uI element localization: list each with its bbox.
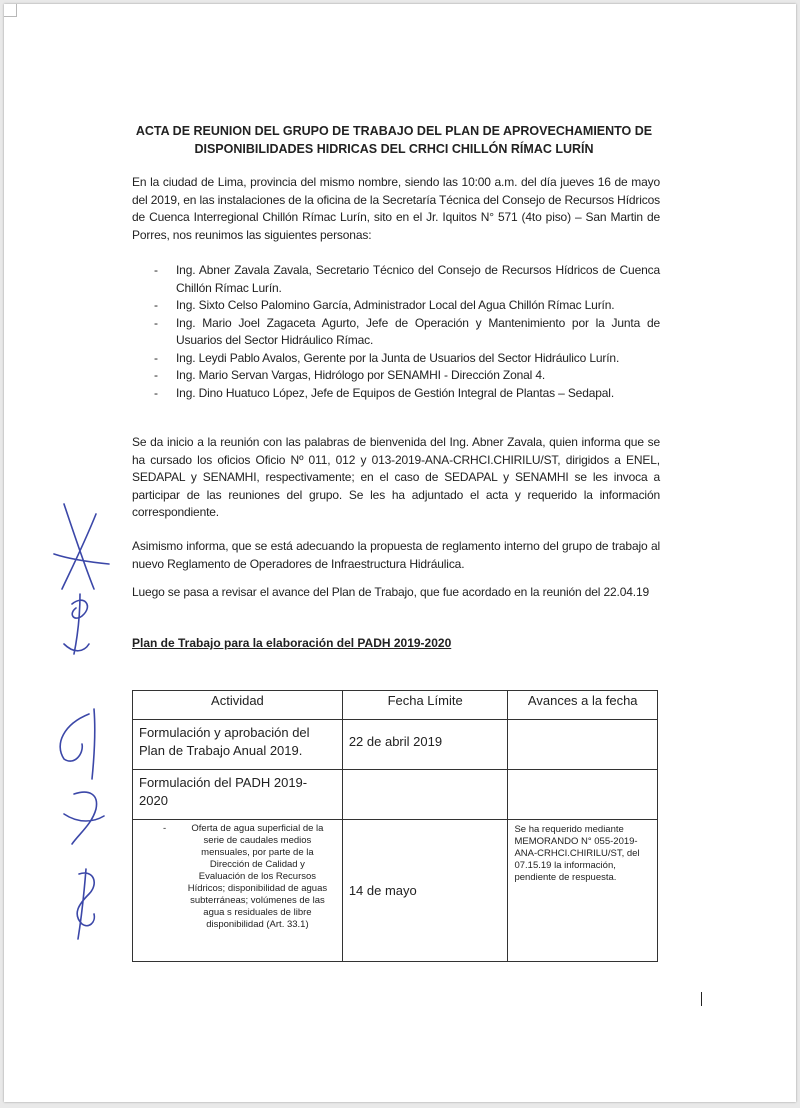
header-fecha: Fecha Límite [342, 691, 508, 720]
title-line-1: ACTA DE REUNION DEL GRUPO DE TRABAJO DEL PLAN DE APROVECHAMIENTO DE [135, 124, 653, 138]
header-avances: Avances a la fecha [508, 691, 658, 720]
list-dash: - [163, 823, 167, 834]
table-row [133, 820, 658, 962]
review-paragraph: Luego se pasa a revisar el avance del Plan de Trabajo, que fue acordado en la reunión del 22.04.19 [132, 585, 650, 599]
table-header-row [133, 691, 658, 720]
plan-heading: Plan de Trabajo para la elaboración del PADH 2019-2020 [132, 636, 452, 650]
handwritten-initials [34, 494, 124, 954]
cell-actividad: Formulación del PADH 2019-2020 [133, 770, 343, 820]
cell-actividad: Formulación y aprobación del Plan de Trabajo Anual 2019. [133, 720, 343, 770]
document-page [4, 4, 796, 1102]
cell-fecha: 14 de mayo [342, 820, 508, 962]
cell-avance [508, 770, 658, 820]
intro-paragraph: En la ciudad de Lima, provincia del mismo nombre, siendo las 10:00 a.m. del día jueves 16 de mayo del 2019, en las instalaciones de la oficina de la Secretaría Técnica del Consejo de Recursos Hídricos de Cuenca Interregional Chillón Rímac Lurín, sito en el Jr. Iquitos N° 571 (4to piso) – San Martin de Porres, nos reunimos las siguientes personas: [132, 175, 660, 242]
cell-actividad: - Oferta de agua superficial de la serie de caudales medios mensuales, por parte de la Dirección de Calidad y Evaluación de los Recursos Hídricos; disponibilidad de aguas subterráneas; volúmenes de las agua s residuales de libre disponibilidad (Art. 33.1) [133, 820, 343, 962]
table-row [133, 770, 658, 820]
attendee-item: - Ing. Dino Huatuco López, Jefe de Equipos de Gestión Integral de Plantas – Sedapal. [154, 385, 615, 400]
attendee-list [154, 262, 660, 402]
document-title [124, 122, 664, 158]
title-line-2: DISPONIBILIDADES HIDRICAS DEL CRHCI CHILLÓN RÍMAC LURÍN [194, 142, 594, 156]
attendee-item: - Ing. Mario Servan Vargas, Hidrólogo por SENAMHI - Dirección Zonal 4. [154, 368, 546, 382]
text-cursor [701, 992, 702, 1006]
regulation-paragraph: Asimismo informa, que se está adecuando la propuesta de reglamento interno del grupo de trabajo al nuevo Reglamento de Operadores de Infraestructura Hidráulica. [132, 539, 660, 571]
attendee-item: - Ing. Abner Zavala Zavala, Secretario Técnico del Consejo de Recursos Hídricos de Cuenca Chillón Rímac Lurín. [154, 263, 660, 295]
header-actividad: Actividad [133, 691, 343, 720]
attendee-item: - Ing. Sixto Celso Palomino García, Administrador Local del Agua Chillón Rímac Lurín. [154, 298, 615, 312]
cell-avance [508, 720, 658, 770]
cell-fecha [342, 770, 508, 820]
page-corner-mark [4, 4, 17, 17]
attendee-item: - Ing. Leydi Pablo Avalos, Gerente por la Junta de Usuarios del Sector Hidráulico Lurín. [154, 350, 620, 365]
attendee-item: - Ing. Mario Joel Zagaceta Agurto, Jefe de Operación y Mantenimiento por la Junta de Usuarios del Sector Hidráulico Rímac. [154, 315, 660, 347]
cell-avance: Se ha requerido mediante MEMORANDO N° 055-2019-ANA-CRHCI.CHIRILU/ST, del 07.15.19 la información, pendiente de respuesta. [508, 820, 658, 962]
work-plan-table [132, 690, 658, 962]
opening-paragraph: Se da inicio a la reunión con las palabras de bienvenida del Ing. Abner Zavala, quien informa que se ha cursado los oficios Oficio Nº 011, 012 y 013-2019-ANA-CRHCI.CHIRILU/ST, dirigidos a ENEL, SEDAPAL y SENAMHI, respectivamente; en el caso de SEDAPAL y SENAMHI se les invoca a participar de las reuniones del grupo. Se les ha adjuntado el acta y requerido la información correspondiente. [132, 435, 660, 519]
table-row [133, 720, 658, 770]
cell-fecha: 22 de abril 2019 [342, 720, 508, 770]
